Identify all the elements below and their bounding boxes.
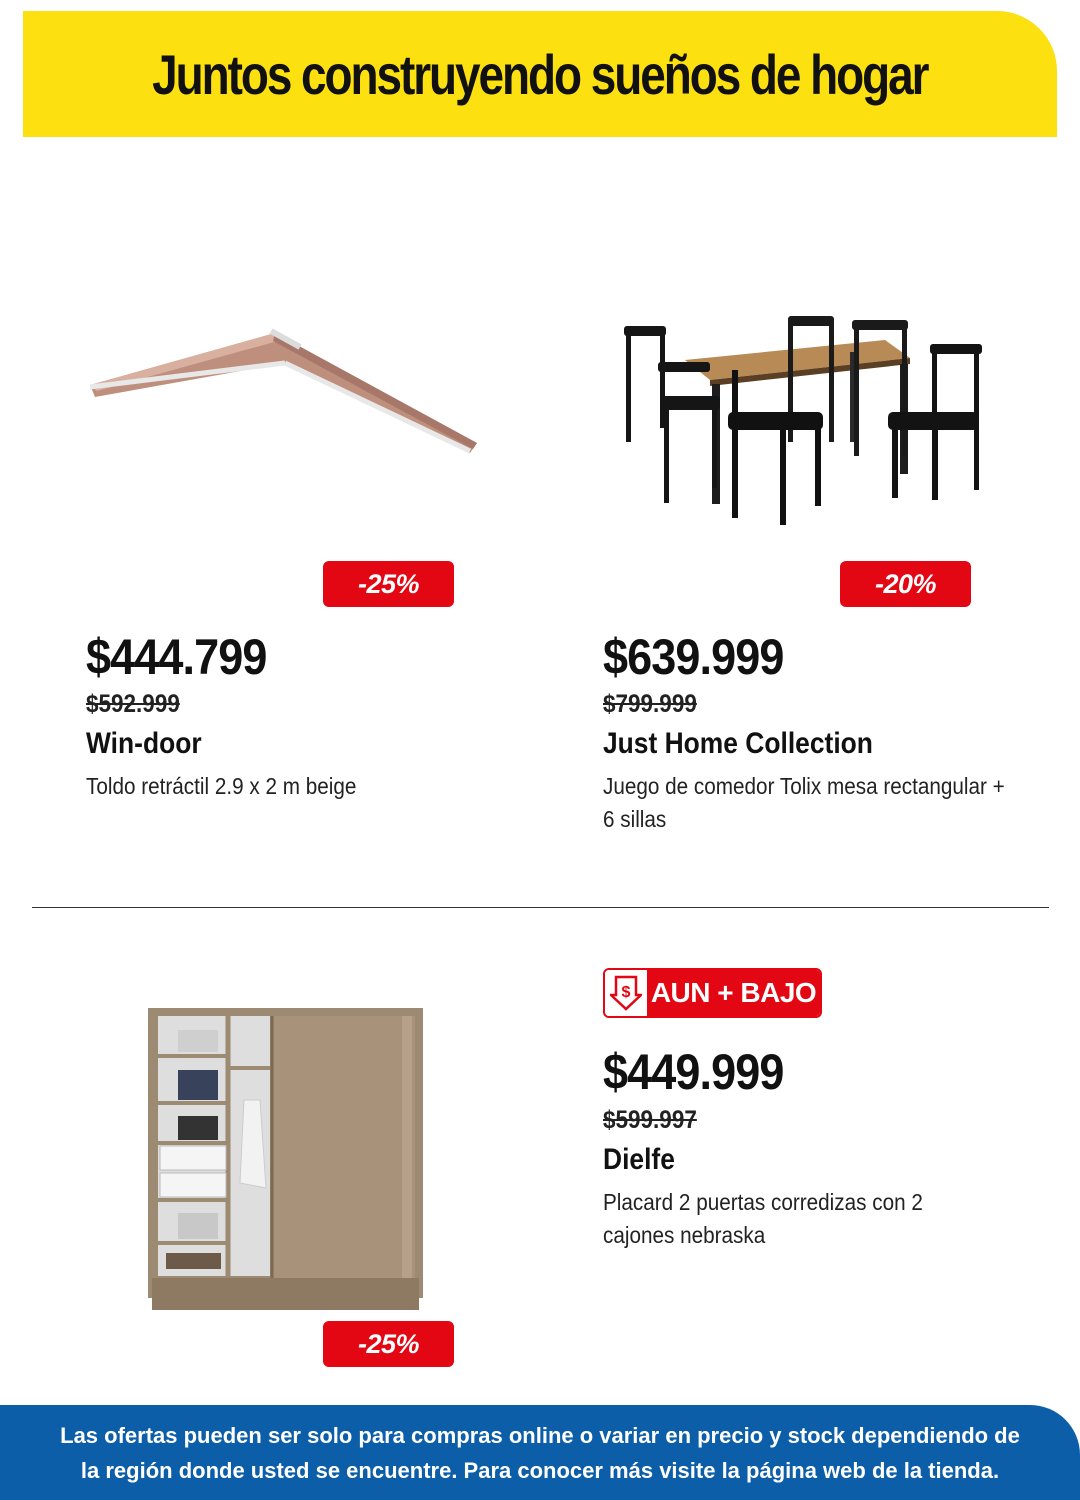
product-old-price: $599.997 bbox=[603, 1106, 697, 1134]
page-title: Juntos construyendo sueños de hogar bbox=[152, 42, 928, 106]
awning-image bbox=[85, 325, 485, 465]
aun-bajo-label: AUN + BAJO bbox=[647, 970, 820, 1016]
product-old-price: $799.999 bbox=[603, 690, 697, 718]
product-price: $444.799 bbox=[86, 629, 267, 685]
dollar-down-arrow-icon bbox=[605, 970, 647, 1016]
discount-badge: -25% bbox=[323, 561, 454, 607]
product-description[interactable]: Placard 2 puertas corredizas con 2 cajones nebraska bbox=[603, 1189, 923, 1248]
product-image-dining-set[interactable] bbox=[620, 312, 985, 532]
product-description[interactable]: Toldo retráctil 2.9 x 2 m beige bbox=[86, 773, 357, 799]
footer-text: Las ofertas pueden ser solo para compras online o variar en precio y stock dependiendo de la región donde usted se encuentre. Para conocer más visite la página web de la tienda. bbox=[60, 1422, 1020, 1483]
footer-disclaimer bbox=[0, 1405, 1080, 1500]
wardrobe-image bbox=[148, 1008, 423, 1310]
aun-bajo-badge bbox=[603, 968, 822, 1018]
svg-text:$: $ bbox=[621, 984, 631, 1001]
product-brand[interactable]: Dielfe bbox=[603, 1143, 675, 1176]
discount-badge: -25% bbox=[323, 1321, 454, 1367]
section-divider bbox=[32, 907, 1049, 908]
product-price: $639.999 bbox=[603, 629, 784, 685]
product-brand[interactable]: Win-door bbox=[86, 727, 202, 760]
product-description[interactable]: Juego de comedor Tolix mesa rectangular + 6 sillas bbox=[603, 773, 1005, 832]
product-brand[interactable]: Just Home Collection bbox=[603, 727, 873, 760]
product-price: $449.999 bbox=[603, 1044, 784, 1100]
discount-badge: -20% bbox=[840, 561, 971, 607]
product-old-price: $592.999 bbox=[86, 690, 180, 718]
dining-set-image bbox=[620, 312, 985, 532]
header-banner bbox=[23, 11, 1057, 137]
product-image-wardrobe[interactable] bbox=[148, 1008, 423, 1310]
product-image-awning[interactable] bbox=[85, 325, 485, 465]
